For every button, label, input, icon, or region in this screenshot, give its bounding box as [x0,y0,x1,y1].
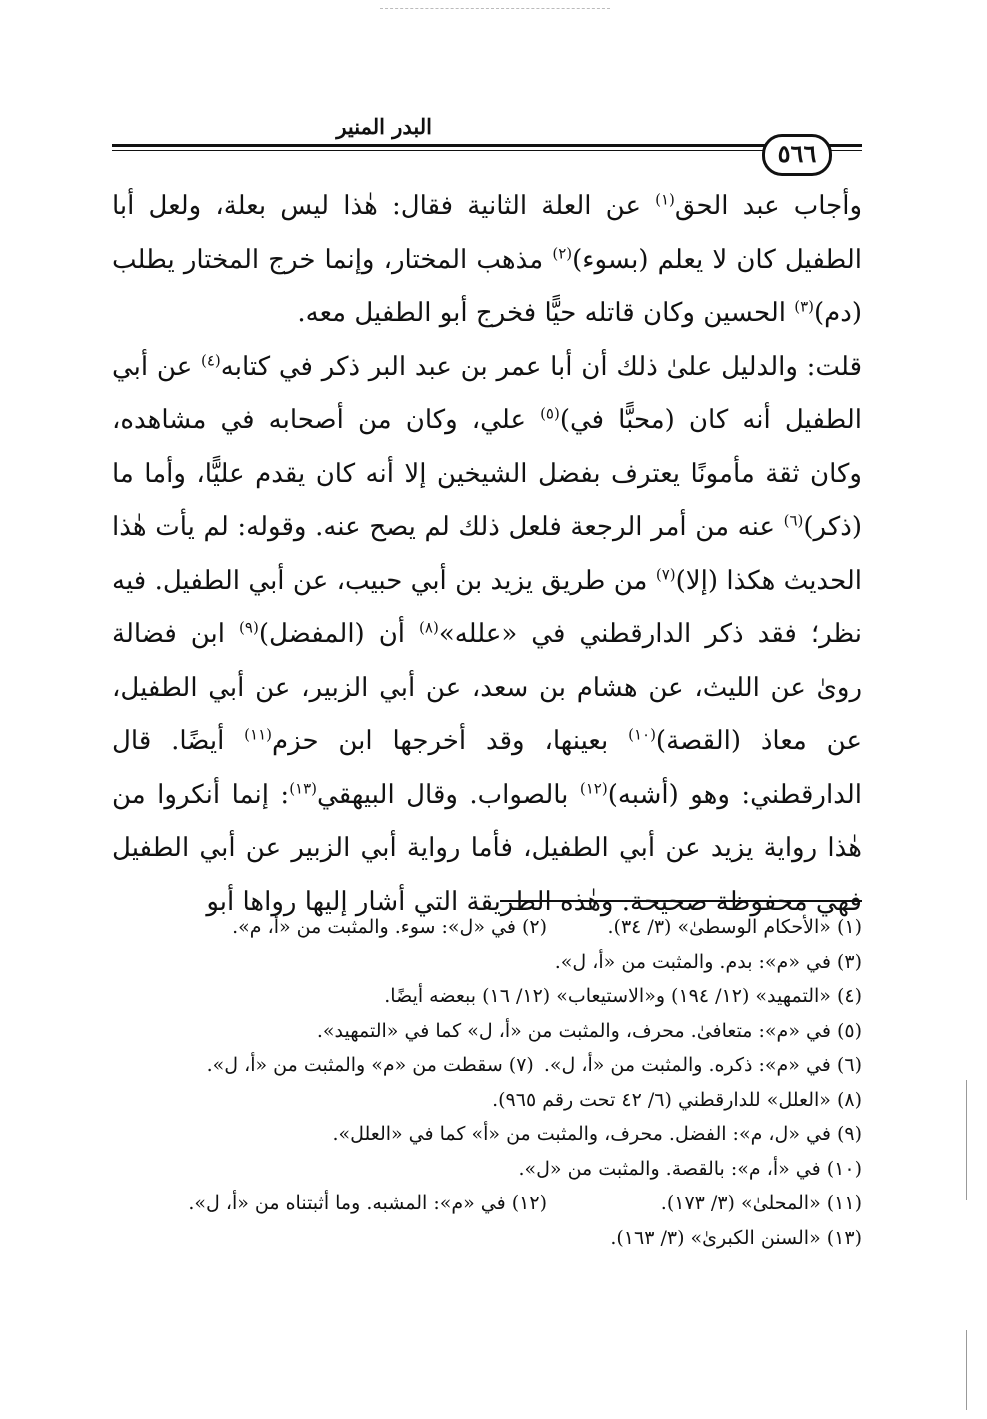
footnote-row [112,979,862,1014]
footnotes [112,910,862,1255]
footnote-row [112,1221,862,1256]
header-rule-thin [112,150,862,151]
footnote-row [112,1186,862,1221]
footnote-5: (٥) في «م»: متعافىٰ. محرف، والمثبت من «أ، ل» كما في «التمهيد». [316,1019,862,1042]
footnote-12: (١٢) في «م»: المشبه. وما أثبتناه من «أ، ل». [188,1192,547,1214]
footnote-11: (١١) «المحلىٰ» (٣/ ١٧٣). [660,1192,862,1214]
footnote-3: (٣) في «م»: بدم. والمثبت من «أ، ل». [554,950,862,973]
running-title: البدر المنير [336,114,432,139]
footnote-4: (٤) «التمهيد» (١٢/ ١٩٤) و«الاستيعاب» (١٢/ ١٦) ببعضه أيضًا. [384,985,862,1007]
footnote-6: (٦) في «م»: ذكره. والمثبت من «أ، ل». [543,1054,862,1076]
page-header [112,112,862,168]
footnote-row [112,1117,862,1152]
scan-edge-mark [966,1080,967,1200]
footnote-row [112,1152,862,1187]
scan-top-mark [380,8,610,9]
footnote-separator [500,900,862,902]
footnote-13: (١٣) «السنن الكبرىٰ» (٣/ ١٦٣). [610,1226,862,1249]
footnote-row [112,1014,862,1049]
paragraph: وأجاب عبد الحق$^{(١)}$ عن العلة الثانية فقال: هٰذا ليس بعلة، ولعل أبا الطفيل كان لا يعلم (بسوء)$^{(٢)}$ مذهب المختار، وإنما خرج المختار يطلب (دم)$^{(٣)}$ الحسين وكان قاتله حيًّا فخرج أبو الطفيل معه. [112,190,863,328]
footnote-row [112,910,862,945]
footnote-10: (١٠) في «أ، م»: بالقصة. والمثبت من «ل». [518,1157,862,1180]
header-rule-thick [112,144,862,147]
footnote-7: (٧) سقطت من «م» والمثبت من «أ، ل». [206,1054,534,1076]
paragraph: قلت: والدليل علىٰ ذلك أن أبا عمر بن عبد البر ذكر في كتابه$^{(٤)}$ عن أبي الطفيل أنه كان (محبًّا في)$^{(٥)}$ علي، وكان من أصحابه في مشاهده، وكان ثقة مأمونًا يعترف بفضل الشيخين إلا أنه كان يقدم عليًّا، وأما ما (ذكر)$^{(٦)}$ عنه من أمر الرجعة فلعل ذلك لم يصح عنه. وقوله: لم يأت هٰذا الحديث هكذا (إلا)$^{(٧)}$ من طريق يزيد بن أبي حبيب، عن أبي الطفيل. فيه نظر؛ فقد ذكر الدارقطني في «علله»$^{(٨)}$ أن (المفضل)$^{(٩)}$ ابن فضالة روىٰ عن الليث، عن هشام بن سعد، عن أبي الزبير، عن أبي الطفيل، عن معاذ (القصة)$^{(١٠)}$ بعينها، وقد أخرجها ابن حزم$^{(١١)}$ أيضًا. قال الدارقطني: وهو (أشبه)$^{(١٢)}$ بالصواب. وقال البيهقي$^{(١٣)}$: إنما أنكروا من هٰذا رواية يزيد عن أبي الطفيل، فأما رواية أبي الزبير عن أبي الطفيل فهي محفوظة صحيحة. وهٰذه الطريقة التي أشار إليها رواها أبو [112,350,863,917]
scan-edge-mark [966,1330,967,1410]
footnote-row [112,1083,862,1118]
footnote-2: (٢) في «ل»: سوء. والمثبت من «أ، م». [232,916,547,938]
page-number: ٥٦٦ [762,134,832,176]
footnote-9: (٩) في «ل، م»: الفضل. محرف، والمثبت من «أ» كما في «العلل». [332,1123,862,1145]
footnote-8: (٨) «العلل» للدارقطني (٦/ ٤٢ تحت رقم ٩٦٥). [492,1088,862,1111]
footnote-1: (١) «الأحكام الوسطىٰ» (٣/ ٣٤). [607,916,862,938]
footnote-row [112,945,862,980]
main-text [112,180,862,929]
footnote-row [112,1048,862,1083]
